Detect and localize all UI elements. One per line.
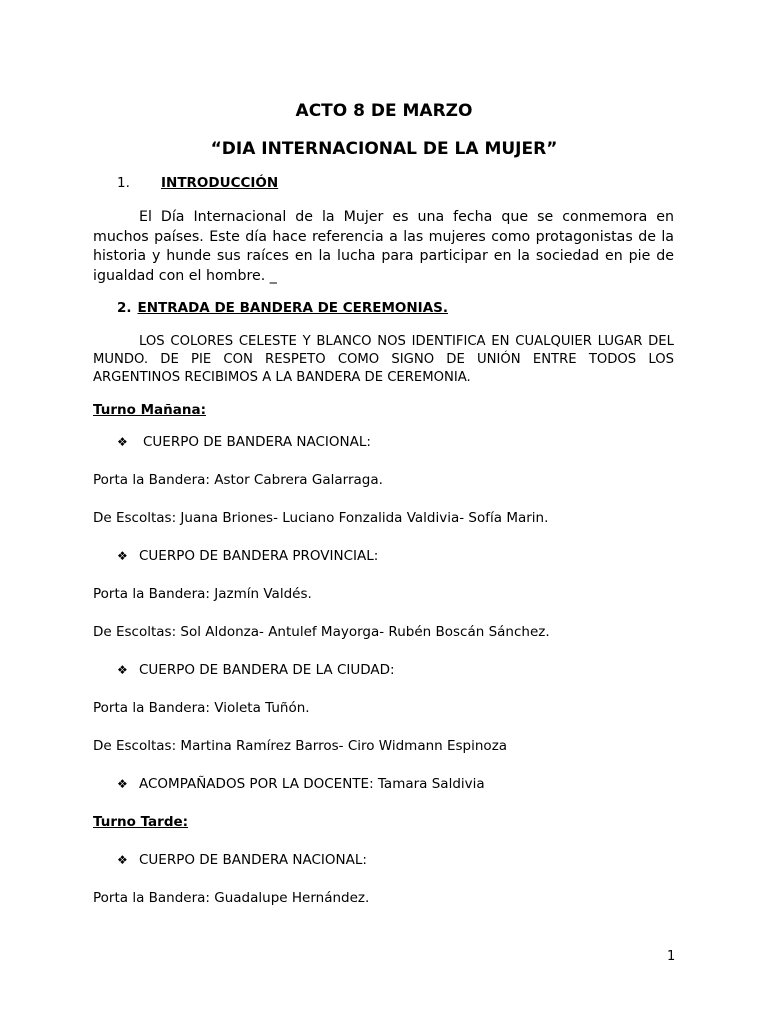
- bullet-text: CUERPO DE BANDERA NACIONAL:: [143, 434, 371, 450]
- document-line: De Escoltas: Sol Aldonza- Antulef Mayorga- Rubén Boscán Sánchez.: [93, 624, 550, 640]
- document-line: De Escoltas: Martina Ramírez Barros- Ciro Widmann Espinoza: [93, 738, 508, 754]
- document-line: Porta la Bandera: Astor Cabrera Galarraga.: [93, 472, 383, 488]
- document-subtitle: “DIA INTERNACIONAL DE LA MUJER”: [210, 139, 558, 159]
- document-title: ACTO 8 DE MARZO: [295, 101, 473, 121]
- bullet-item: [117, 776, 485, 792]
- turno-tarde-label: Turno Tarde:: [93, 814, 189, 830]
- bullet-item: [117, 852, 367, 868]
- turno-manana-label: Turno Mañana:: [93, 402, 206, 418]
- section-title: ENTRADA DE BANDERA DE CEREMONIAS.: [137, 300, 448, 316]
- intro-paragraph-text: El Día Internacional de la Mujer es una fecha que se conmemora en muchos países. Este día hace referencia a las mujeres como protagonistas de la historia y hunde sus raíces en la lucha para participar en la sociedad en pie de igualdad con el hombre. _: [93, 209, 674, 285]
- document-line: De Escoltas: Juana Briones- Luciano Fonzalida Valdivia- Sofía Marin.: [93, 510, 549, 526]
- diamond-bullet-icon: ❖: [117, 777, 128, 791]
- diamond-bullet-icon: ❖: [117, 435, 128, 449]
- intro-paragraph: [93, 208, 674, 287]
- entrada-paragraph-text: LOS COLORES CELESTE Y BLANCO NOS IDENTIFICA EN CUALQUIER LUGAR DEL MUNDO. DE PIE CON RESPETO COMO SIGNO DE UNIÓN ENTRE TODOS LOS ARGENTINOS RECIBIMOS A LA BANDERA DE CEREMONIA.: [93, 334, 674, 385]
- diamond-bullet-icon: ❖: [117, 853, 128, 867]
- section-title: INTRODUCCIÓN: [161, 175, 279, 191]
- bullet-text: CUERPO DE BANDERA NACIONAL:: [139, 852, 367, 868]
- section-heading-entrada: [117, 300, 448, 316]
- bullet-item: [117, 434, 371, 450]
- bullet-item: [117, 662, 395, 678]
- section-number: 1.: [117, 175, 130, 191]
- bullet-item: [117, 548, 378, 564]
- bullet-text: CUERPO DE BANDERA PROVINCIAL:: [139, 548, 379, 564]
- page-number: 1: [667, 949, 676, 964]
- bullet-text: ACOMPAÑADOS POR LA DOCENTE: Tamara Saldivia: [139, 776, 485, 792]
- diamond-bullet-icon: ❖: [117, 663, 128, 677]
- document-line: Porta la Bandera: Jazmín Valdés.: [93, 586, 312, 602]
- diamond-bullet-icon: ❖: [117, 549, 128, 563]
- document-line: Porta la Bandera: Guadalupe Hernández.: [93, 890, 370, 906]
- bullet-text: CUERPO DE BANDERA DE LA CIUDAD:: [139, 662, 395, 678]
- document-line: Porta la Bandera: Violeta Tuñón.: [93, 700, 310, 716]
- entrada-paragraph: [93, 333, 674, 387]
- section-number: 2.: [117, 300, 132, 316]
- section-heading-introduccion: [117, 175, 278, 191]
